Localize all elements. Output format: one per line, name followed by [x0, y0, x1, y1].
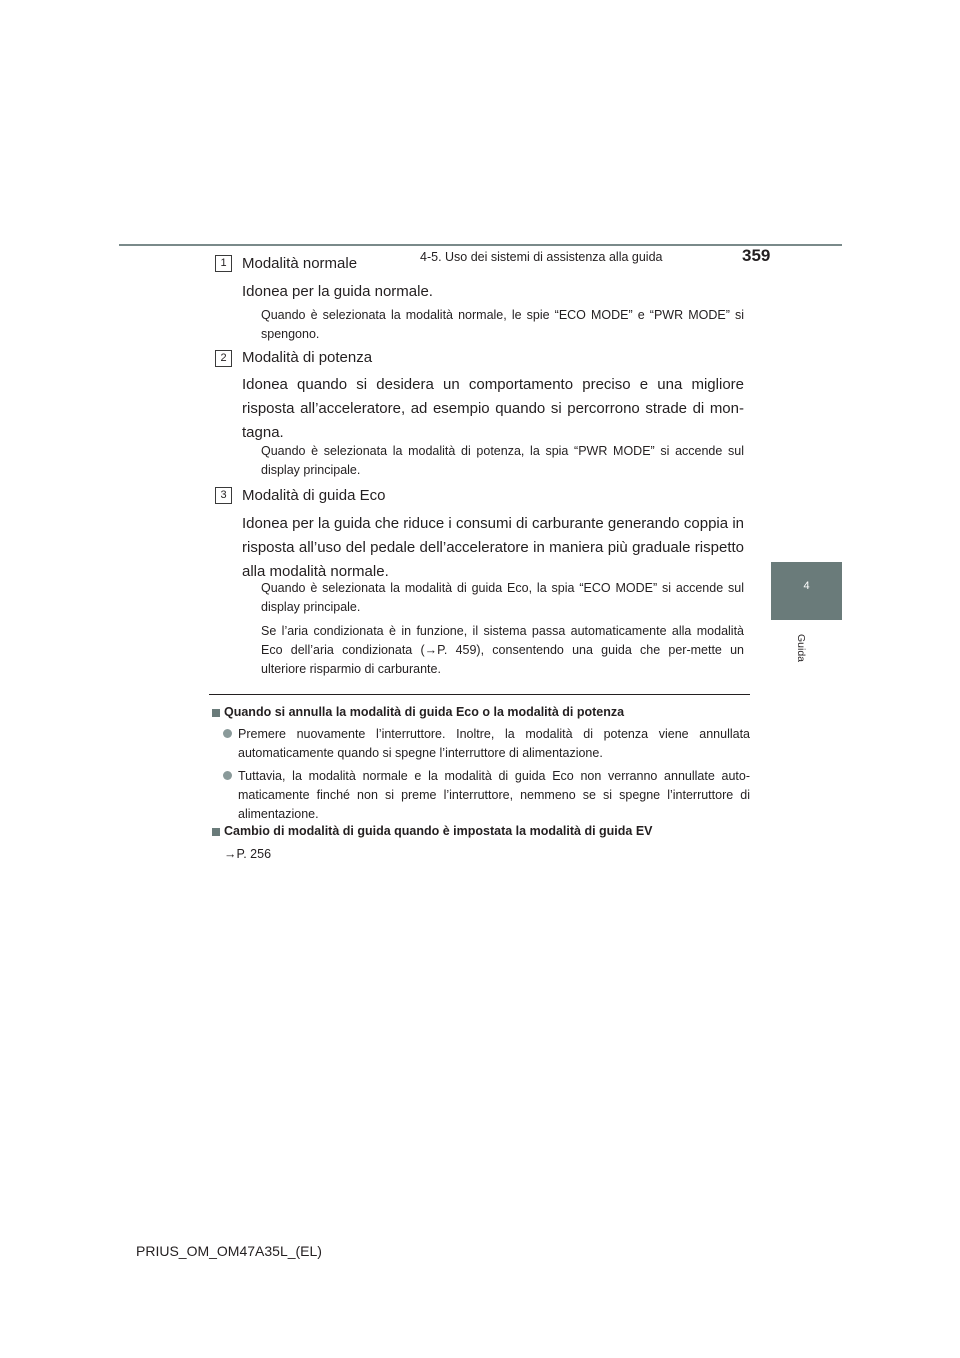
item-number-badge: 2	[215, 350, 232, 367]
item-description: Idonea per la guida normale.	[242, 283, 433, 300]
item-description: Idonea per la guida che riduce i consumi di carburante generando coppia in risposta all’uso del pedale dell’acceleratore in maniera più graduale rispetto alla modalità normale.	[242, 515, 744, 580]
info-title: Cambio di modalità di guida quando è impostata la modalità di guida EV	[224, 824, 653, 838]
item-number-badge: 1	[215, 255, 232, 272]
chapter-tab-number: 4	[771, 562, 842, 620]
page-number: 359	[742, 246, 771, 265]
chapter-tab-label: Guida	[795, 634, 807, 663]
info-bullet: Premere nuovamente l’interruttore. Inoltre, la modalità di potenza viene annullata automaticamente quando si spegne l’interruttore di alimentazione.	[238, 727, 750, 760]
dot-bullet-icon	[223, 729, 232, 738]
item-note: Quando è selezionata la modalità di potenza, la spia “PWR MODE” si accende sul display principale.	[261, 444, 744, 477]
item-title: Modalità di guida Eco	[242, 487, 386, 504]
info-bullet: Tuttavia, la modalità normale e la modalità di guida Eco non verranno annullate auto-maticamente finché non si preme l’interruttore, nemmeno se si spegne l’interruttore di alimentazione.	[238, 769, 750, 821]
chapter-tab	[771, 622, 842, 664]
item-note: Quando è selezionata la modalità di guida Eco, la spia “ECO MODE” si accende sul display principale.	[261, 581, 744, 614]
item-note: Quando è selezionata la modalità normale, le spie “ECO MODE” e “PWR MODE” si spengono.	[261, 308, 744, 341]
document-code: PRIUS_OM_OM47A35L_(EL)	[136, 1243, 322, 1259]
item-title: Modalità di potenza	[242, 349, 373, 366]
section-divider	[209, 694, 750, 695]
item-note: Se l’aria condizionata è in funzione, il sistema passa automaticamente alla modalità Eco dell’aria condizionata (→P. 459), consentendo una guida che per-mette un ulteriore risparmio di carburante.	[261, 624, 744, 676]
info-title: Quando si annulla la modalità di guida Eco o la modalità di potenza	[224, 705, 625, 719]
square-bullet-icon	[212, 709, 220, 717]
item-number-badge: 3	[215, 487, 232, 504]
item-title: Modalità normale	[242, 255, 358, 272]
square-bullet-icon	[212, 828, 220, 836]
item-description: Idonea quando si desidera un comportamento preciso e una migliore risposta all’acceleratore, ad esempio quando si percorrono strade di mon-tagna.	[242, 376, 744, 441]
header-rule	[119, 244, 842, 246]
section-title: 4-5. Uso dei sistemi di assistenza alla guida	[420, 250, 663, 264]
page-reference-link[interactable]: →P. 256	[224, 847, 272, 861]
dot-bullet-icon	[223, 771, 232, 780]
